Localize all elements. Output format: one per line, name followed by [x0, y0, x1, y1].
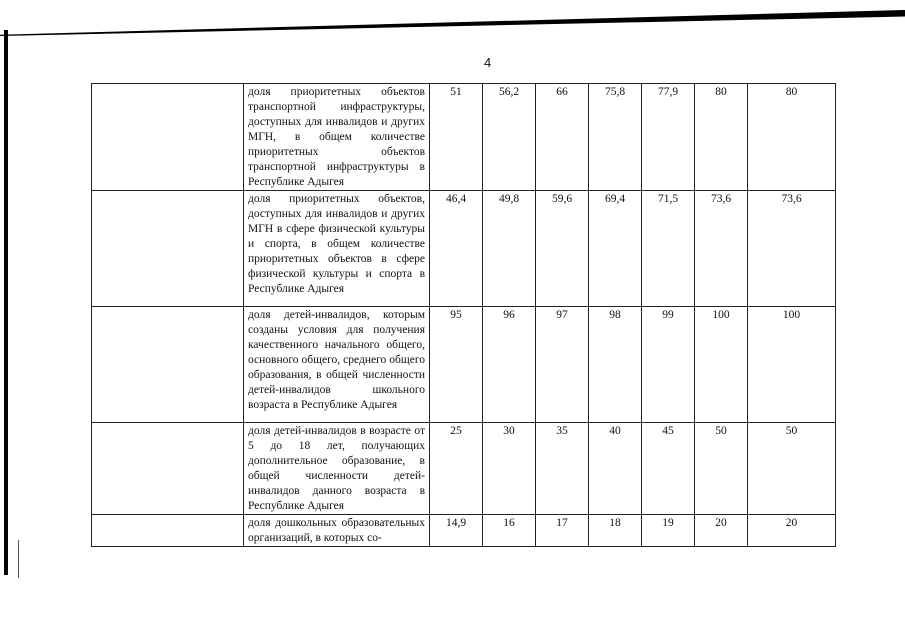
value-cell: 77,9 [642, 84, 695, 191]
empty-cell [92, 515, 244, 547]
value-cell: 46,4 [430, 191, 483, 307]
value-cell: 16 [483, 515, 536, 547]
value-cell: 14,9 [430, 515, 483, 547]
value-cell: 17 [536, 515, 589, 547]
scan-edge-top [0, 10, 905, 36]
value-cell: 35 [536, 423, 589, 515]
value-cell: 25 [430, 423, 483, 515]
value-cell: 100 [748, 307, 836, 423]
value-cell: 19 [642, 515, 695, 547]
page-number: 4 [484, 55, 492, 70]
table-row [92, 84, 836, 191]
indicator-description: доля детей-инвалидов в возрасте от 5 до 18 лет, получающих дополнительное образование, в общей численности детей-инвалидов данного возраста в Республике Адыгея [244, 423, 430, 515]
value-cell: 97 [536, 307, 589, 423]
value-cell: 40 [589, 423, 642, 515]
indicator-description: доля дошкольных образовательных организаций, в которых со- [244, 515, 430, 547]
indicator-description: доля приоритетных объектов, доступных для инвалидов и других МГН в сфере физической культуры и спорта, в общем количестве приоритетных объектов в сфере физической культуры и спорта в Республике Адыгея [244, 191, 430, 307]
value-cell: 73,6 [695, 191, 748, 307]
value-cell: 80 [695, 84, 748, 191]
scan-mark [18, 540, 19, 578]
value-cell: 95 [430, 307, 483, 423]
table-row [92, 515, 836, 547]
value-cell: 66 [536, 84, 589, 191]
empty-cell [92, 84, 244, 191]
value-cell: 30 [483, 423, 536, 515]
value-cell: 45 [642, 423, 695, 515]
value-cell: 98 [589, 307, 642, 423]
value-cell: 80 [748, 84, 836, 191]
empty-cell [92, 423, 244, 515]
value-cell: 51 [430, 84, 483, 191]
scan-edge-left [4, 30, 8, 575]
value-cell: 99 [642, 307, 695, 423]
value-cell: 50 [695, 423, 748, 515]
value-cell: 50 [748, 423, 836, 515]
value-cell: 73,6 [748, 191, 836, 307]
indicators-table [91, 83, 836, 547]
value-cell: 59,6 [536, 191, 589, 307]
value-cell: 71,5 [642, 191, 695, 307]
value-cell: 20 [748, 515, 836, 547]
indicator-description: доля детей-инвалидов, которым созданы условия для получения качественного начального общего, основного общего, среднего общего образования, в общей численности детей-инвалидов школьного возраста в Республике Адыгея [244, 307, 430, 423]
value-cell: 49,8 [483, 191, 536, 307]
table-row [92, 423, 836, 515]
value-cell: 75,8 [589, 84, 642, 191]
table-row [92, 307, 836, 423]
indicator-description: доля приоритетных объектов транспортной инфраструктуры, доступных для инвалидов и других МГН, в общем количестве приоритетных объектов транспортной инфраструктуры в Республике Адыгея [244, 84, 430, 191]
empty-cell [92, 307, 244, 423]
table-row [92, 191, 836, 307]
value-cell: 20 [695, 515, 748, 547]
value-cell: 18 [589, 515, 642, 547]
value-cell: 56,2 [483, 84, 536, 191]
value-cell: 100 [695, 307, 748, 423]
empty-cell [92, 191, 244, 307]
value-cell: 69,4 [589, 191, 642, 307]
value-cell: 96 [483, 307, 536, 423]
